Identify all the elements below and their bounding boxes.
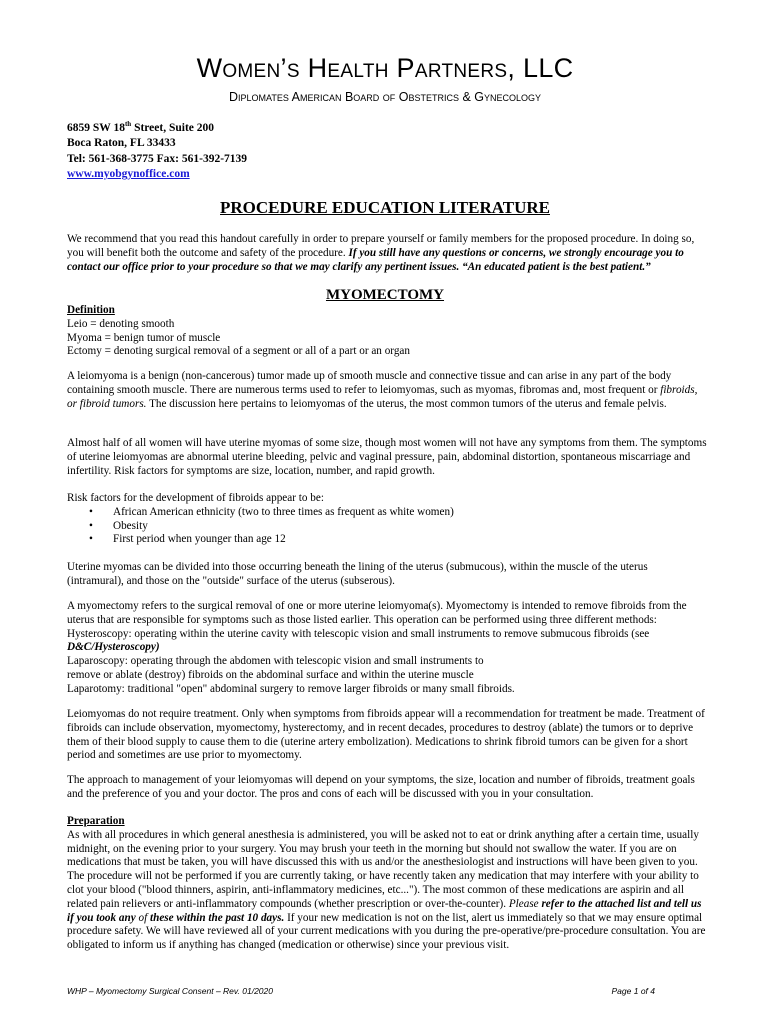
definition-line: Leio = denoting smooth — [67, 317, 175, 330]
procedure-title: MYOMECTOMY — [325, 287, 445, 303]
methods-intro: A myomectomy refers to the surgical removal of one or more uterine leiomyoma(s). Myomectomy is intended to remove fibroids from the uterus that are responsible for symptoms such as those listed earlier. This operation can be performed using three different methods: — [67, 600, 687, 626]
intro-paragraph — [67, 233, 707, 274]
definition-line: Myoma = benign tumor of muscle — [67, 331, 221, 344]
footer-page-number: Page 1 of 4 — [611, 986, 655, 996]
definition-section — [67, 304, 707, 359]
list-item: • Obesity — [67, 520, 707, 534]
street-suffix: th — [124, 120, 132, 128]
preparation-text: As with all procedures in which general anesthesia is administered, you will be asked not to eat or drink anything after a certain time, usually midnight, on the evening prior to your surgery. You may brush your teeth in the morning but should not swallow the water. If you are on medications that must be taken, you will have discussed this with us and/or the anesthesiologist and instructions will have been given to you. The procedure will not be performed if you are currently taking, or have recently taken any medication that may interfere with your ability to clot your blood ("blood thinners, aspirin, anti-inflammatory medicines, etc..."). The most common of these medications are aspirin and all related pain relievers or anti-inflammatory compounds (whether prescription or over-the-counter). — [67, 828, 699, 910]
risk-factors-list — [67, 506, 707, 547]
list-item: • African American ethnicity (two to three times as frequent as white women) — [67, 506, 707, 520]
list-item: • First period when younger than age 12 — [67, 533, 707, 547]
symptoms-paragraph — [67, 437, 707, 478]
preparation-italic: Please — [508, 897, 542, 910]
leiomyoma-paragraph — [67, 370, 707, 411]
risk-factors-section — [67, 492, 707, 547]
street-rest: Street, Suite 200 — [131, 121, 215, 134]
method-laparoscopy-continued: remove or ablate (destroy) fibroids on the abdominal surface and within the uterine muscle — [67, 668, 474, 681]
intro-emphasis: If you still have any questions or concerns, we strongly encourage you to contact our office prior to your procedure so that we may clarify any pertinent issues. “An educated patient is the best patient.” — [67, 246, 684, 273]
methods-section — [67, 600, 707, 697]
leiomyoma-text-end: The discussion here pertains to leiomyomas of the uterus, the most common tumors of the uterus and female pelvis. — [146, 397, 667, 410]
symptoms-text: Almost half of all women will have uterine myomas of some size, though most women will not have any symptoms from them. The symptoms of uterine leiomyomas are abnormal uterine bleeding, pelvic and vaginal pressure, pain, abdominal distortion, spontaneous miscarriage and infertility. Risk factors for symptoms are size, location, number, and rapid growth. — [67, 437, 707, 477]
street-number: 6859 SW 18 — [67, 121, 125, 134]
preparation-emphasis: refer to the attached list and tell us if you took any — [67, 897, 702, 924]
practice-address — [67, 117, 247, 183]
practice-credentials: Diplomates American Board of Obstetrics & Gynecology — [228, 90, 541, 104]
practice-name: Women’s Health Partners, LLC — [196, 53, 574, 83]
website-link[interactable]: www.myobgynoffice.com — [67, 168, 190, 181]
approach-paragraph — [67, 774, 707, 802]
treatment-text: Leiomyomas do not require treatment. Only when symptoms from fibroids appear will a recommendation for treatment be made. Treatment of fibroids can include observation, myomectomy, hysterectomy, and in recent decades, procedures to destroy (ablate) the tumors or to deprive them of their blood supply to cause them to die (uterine artery embolization). Medications to shrink fibroid tumors can be given for a short period and sometimes are use prior to myomectomy. — [67, 708, 705, 762]
method-laparotomy: Laparotomy: traditional "open" abdominal surgery to remove larger fibroids or many small fibroids. — [67, 682, 515, 695]
preparation-heading: Preparation — [67, 815, 125, 827]
preparation-text-end: If your new medication is not on the list, alert us immediately so that we may ensure optimal procedure safety. We will have reviewed all of your current medications with you during the pre-operative/pre-procedure consultation. You are obligated to inform us if anything has changed (medication or otherwise) since your previous visit. — [67, 911, 706, 952]
leiomyoma-italic-terms: fibroids, or fibroid tumors. — [67, 383, 698, 410]
definition-line: Ectomy = denoting surgical removal of a segment or all of a part or an organ — [67, 345, 410, 358]
treatment-paragraph — [67, 708, 707, 763]
method-hysteroscopy: Hysteroscopy: operating within the uterine cavity with telescopic vision and small instruments to remove submucous fibroids (see — [67, 627, 650, 640]
approach-text: The approach to management of your leiomyomas will depend on your symptoms, the size, location and number of fibroids, treatment goals and the preference of you and your doctor. The pros and cons of each will be discussed with you in your consultation. — [67, 774, 695, 800]
method-laparoscopy: Laparoscopy: operating through the abdomen with telescopic vision and small instruments to — [67, 655, 484, 668]
myoma-types-paragraph — [67, 561, 707, 589]
preparation-section — [67, 815, 707, 953]
risk-factors-intro: Risk factors for the development of fibroids appear to be: — [67, 492, 324, 504]
method-hysteroscopy-reference: D&C/Hysteroscopy) — [67, 641, 160, 654]
preparation-emphasis-end: these within the past 10 days. — [149, 911, 285, 924]
intro-text: We recommend that you read this handout carefully in order to prepare yourself or family members for the proposed procedure. In doing so, you will benefit both the outcome and safety of the procedure. — [67, 233, 695, 259]
city-line: Boca Raton, FL 33433 — [67, 137, 176, 150]
phone-fax-line: Tel: 561-368-3775 Fax: 561-392-7139 — [67, 152, 248, 165]
preparation-italic-of: of — [138, 911, 150, 924]
document-title: PROCEDURE EDUCATION LITERATURE — [220, 198, 550, 217]
leiomyoma-text: A leiomyoma is a benign (non-cancerous) tumor made up of smooth muscle and connective tissue and can arise in any part of the body containing smooth muscle. There are numerous terms used to refer to leiomyomas, such as myomas, fibromas and, most frequent or — [67, 370, 672, 396]
footer-revision: WHP – Myomectomy Surgical Consent – Rev. 01/2020 — [67, 986, 273, 996]
street-line — [67, 117, 247, 136]
definition-heading: Definition — [67, 304, 115, 316]
myoma-types-text: Uterine myomas can be divided into those occurring beneath the lining of the uterus (submucous), within the muscle of the uterus (intramural), and those on the "outside" surface of the uterus (subserous). — [67, 561, 648, 587]
